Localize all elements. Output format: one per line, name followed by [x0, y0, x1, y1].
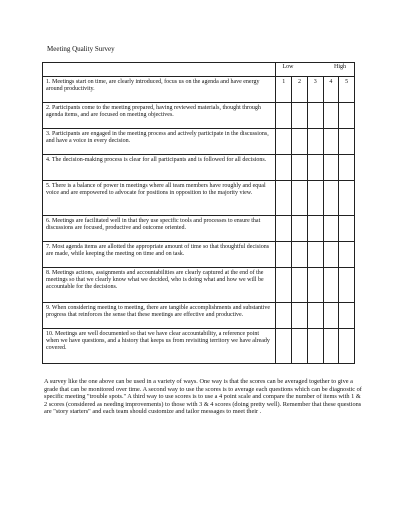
question-cell [43, 77, 276, 103]
score-cell-2[interactable] [292, 77, 308, 103]
question-cell [43, 303, 276, 329]
score-cell-5[interactable] [339, 242, 355, 268]
score-cell-2[interactable] [292, 303, 308, 329]
score-cell-3[interactable] [307, 129, 323, 155]
survey-row [43, 103, 355, 129]
score-cell-5[interactable] [339, 155, 355, 181]
score-cell-3[interactable] [307, 155, 323, 181]
score-cell-1[interactable] [276, 216, 292, 242]
usage-note: A survey like the one above can be used in a variety of ways. One way is that the scores can be averaged together to give a grade that can be monitored over time. A second way to use the scores is to average each questions which can be diagnostic of specific meeting "trouble spots." A third way to use scores is to use a 4 point scale and compare the number of items with 1 & 2 scores (considered as needing improvements) to those with 3 & 4 scores (doing pretty well). Remember that these questions are "story starters" and each team should customize and tailor messages to meet their . [44, 378, 362, 415]
score-cell-5[interactable] [339, 181, 355, 216]
scale-low-label: Low [282, 64, 294, 70]
question-text: 3. Participants are engaged in the meeting process and actively participate in the discussions, and have a voice in every decision. [46, 131, 269, 145]
survey-row [43, 77, 355, 103]
question-text: 10. Meetings are well documented so that we have clear accountability, a reference point when we have questions, and a history that keeps us from revisiting territory we have already covered. [46, 331, 270, 352]
score-cell-5[interactable] [339, 216, 355, 242]
score-cell-2[interactable] [292, 216, 308, 242]
score-cell-5[interactable] [339, 329, 355, 364]
question-cell [43, 103, 276, 129]
score-cell-2[interactable] [292, 103, 308, 129]
score-cell-3[interactable] [307, 77, 323, 103]
survey-row [43, 303, 355, 329]
scale-header-cell [276, 63, 355, 77]
score-cell-2[interactable] [292, 242, 308, 268]
score-cell-4[interactable] [323, 268, 339, 303]
score-cell-4[interactable] [323, 216, 339, 242]
score-cell-3[interactable] [307, 216, 323, 242]
score-cell-1[interactable] [276, 77, 292, 103]
score-cell-2[interactable] [292, 129, 308, 155]
question-text: 8. Meetings actions, assignments and accountabilities are clearly captured at the end of the meetings so that we clearly know what we decided, who is doing what and how we will be accountable for the decisions. [46, 270, 264, 291]
header-blank-cell [43, 63, 276, 77]
score-cell-3[interactable] [307, 268, 323, 303]
score-cell-5[interactable] [339, 77, 355, 103]
page-title: Meeting Quality Survey [47, 45, 115, 53]
score-cell-4[interactable] [323, 242, 339, 268]
question-text: 5. There is a balance of power in meetings where all team members have roughly and equal voice and are empowered to advocate for positions in opposition to the majority view. [46, 183, 266, 197]
scale-number-4: 4 [329, 79, 333, 85]
score-cell-5[interactable] [339, 268, 355, 303]
survey-row [43, 155, 355, 181]
score-cell-1[interactable] [276, 129, 292, 155]
survey-row [43, 329, 355, 364]
score-cell-1[interactable] [276, 103, 292, 129]
question-text: 2. Participants come to the meeting prepared, having reviewed materials, thought through agenda items, and are focused on meeting objectives. [46, 105, 261, 119]
question-text: 1. Meetings start on time, are clearly introduced, focus us on the agenda and have energy around productivity. [46, 79, 260, 93]
score-cell-3[interactable] [307, 329, 323, 364]
question-text: 7. Most agenda items are allotted the appropriate amount of time so that thoughtful decisions are made, while keeping the meeting on time and on task. [46, 244, 270, 258]
scale-high-label: High [334, 64, 346, 70]
survey-row [43, 181, 355, 216]
scale-number-5: 5 [345, 79, 349, 85]
score-cell-1[interactable] [276, 155, 292, 181]
question-text: 6. Meetings are facilitated well in that they use specific tools and processes to ensure that discussions are focused, productive and outcome oriented. [46, 218, 261, 232]
question-cell [43, 129, 276, 155]
question-cell [43, 242, 276, 268]
survey-row [43, 129, 355, 155]
score-cell-3[interactable] [307, 103, 323, 129]
score-cell-3[interactable] [307, 303, 323, 329]
scale-number-2: 2 [297, 79, 301, 85]
scale-number-3: 3 [313, 79, 317, 85]
score-cell-2[interactable] [292, 181, 308, 216]
scale-header-row [43, 63, 355, 77]
score-cell-5[interactable] [339, 103, 355, 129]
question-text: 4. The decision-making process is clear for all participants and is followed for all decisions. [46, 157, 267, 163]
score-cell-3[interactable] [307, 242, 323, 268]
score-cell-4[interactable] [323, 303, 339, 329]
score-cell-4[interactable] [323, 129, 339, 155]
question-cell [43, 268, 276, 303]
survey-row [43, 242, 355, 268]
score-cell-4[interactable] [323, 329, 339, 364]
question-cell [43, 181, 276, 216]
score-cell-2[interactable] [292, 155, 308, 181]
score-cell-5[interactable] [339, 303, 355, 329]
score-cell-1[interactable] [276, 268, 292, 303]
score-cell-1[interactable] [276, 181, 292, 216]
question-cell [43, 216, 276, 242]
score-cell-2[interactable] [292, 268, 308, 303]
score-cell-1[interactable] [276, 242, 292, 268]
score-cell-2[interactable] [292, 329, 308, 364]
question-cell [43, 155, 276, 181]
scale-number-1: 1 [282, 79, 286, 85]
score-cell-4[interactable] [323, 181, 339, 216]
question-text: 9. When considering meeting to meeting, there are tangible accomplishments and substantive progress that reinforces the sense that these meetings are effective and productive. [46, 305, 270, 319]
score-cell-4[interactable] [323, 77, 339, 103]
score-cell-4[interactable] [323, 103, 339, 129]
survey-row [43, 216, 355, 242]
survey-table [42, 62, 355, 364]
survey-row [43, 268, 355, 303]
score-cell-1[interactable] [276, 329, 292, 364]
score-cell-1[interactable] [276, 303, 292, 329]
score-cell-4[interactable] [323, 155, 339, 181]
question-cell [43, 329, 276, 364]
score-cell-3[interactable] [307, 181, 323, 216]
score-cell-5[interactable] [339, 129, 355, 155]
